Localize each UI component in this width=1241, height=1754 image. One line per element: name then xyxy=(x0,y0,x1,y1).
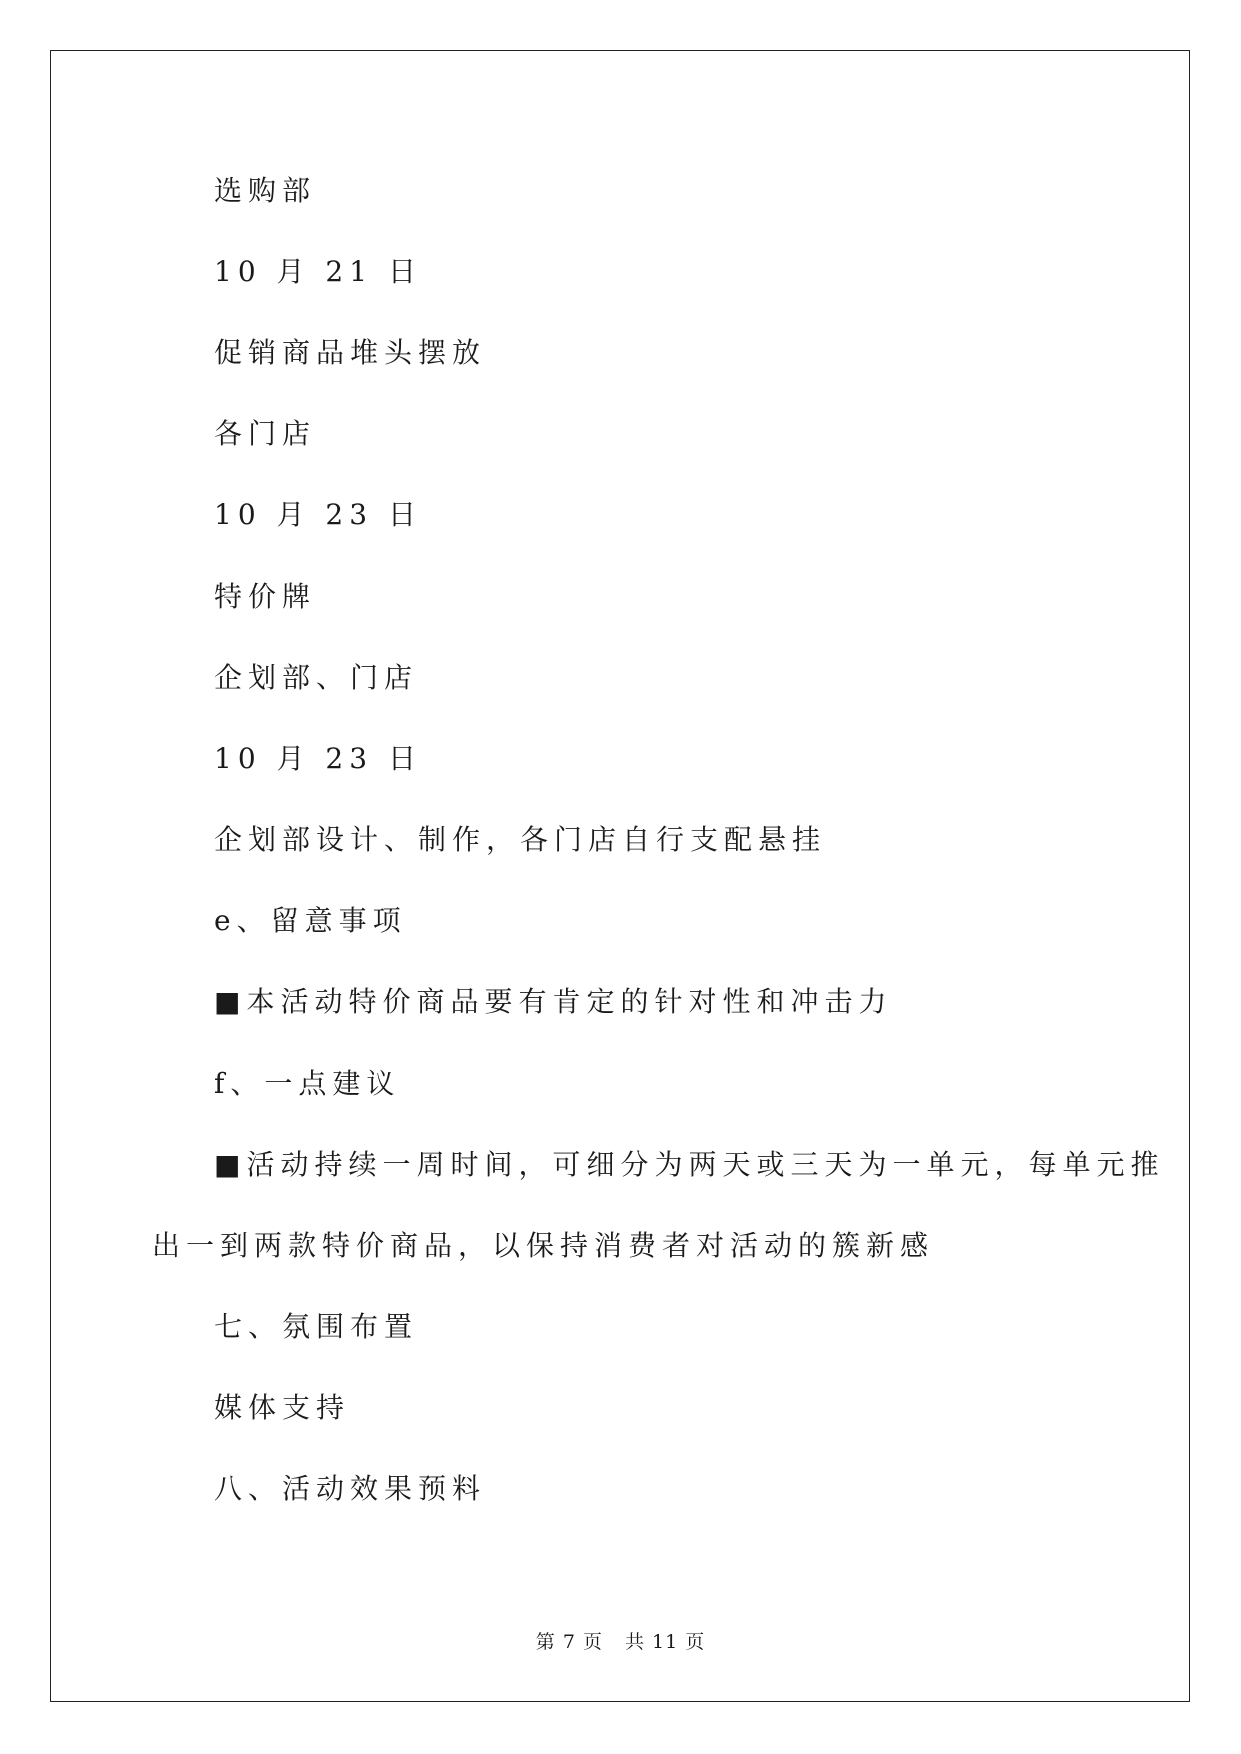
bullet-item-1: ■本活动特价商品要有肯定的针对性和冲击力 xyxy=(214,985,893,1018)
section-heading-e: e、留意事项 xyxy=(214,904,407,937)
section-heading-f: f、一点建议 xyxy=(214,1067,401,1100)
text-line-7: 企划部、门店 xyxy=(214,661,419,694)
section-heading-8: 八、活动效果预料 xyxy=(214,1472,487,1505)
text-line-2: 10 月 21 日 xyxy=(214,255,422,288)
page-number: 第 7 页 xyxy=(535,1631,603,1653)
page-border xyxy=(50,50,1190,1702)
page-footer xyxy=(0,1628,1241,1656)
bullet-item-2-continuation: 出一到两款特价商品，以保持消费者对活动的簇新感 xyxy=(152,1229,935,1262)
bullet-item-2: ■活动持续一周时间，可细分为两天或三天为一单元，每单元推 xyxy=(214,1148,1165,1181)
text-line-3: 促销商品堆头摆放 xyxy=(214,336,487,369)
page-total: 共 11 页 xyxy=(624,1631,706,1653)
text-line-1: 选购部 xyxy=(214,174,317,207)
text-line-6: 特价牌 xyxy=(214,580,317,613)
text-line-8: 10 月 23 日 xyxy=(214,742,422,775)
text-line-4: 各门店 xyxy=(214,417,317,450)
text-line-media: 媒体支持 xyxy=(214,1391,351,1424)
section-heading-7: 七、氛围布置 xyxy=(214,1310,419,1343)
text-line-9: 企划部设计、制作，各门店自行支配悬挂 xyxy=(214,823,827,856)
text-line-5: 10 月 23 日 xyxy=(214,498,422,531)
